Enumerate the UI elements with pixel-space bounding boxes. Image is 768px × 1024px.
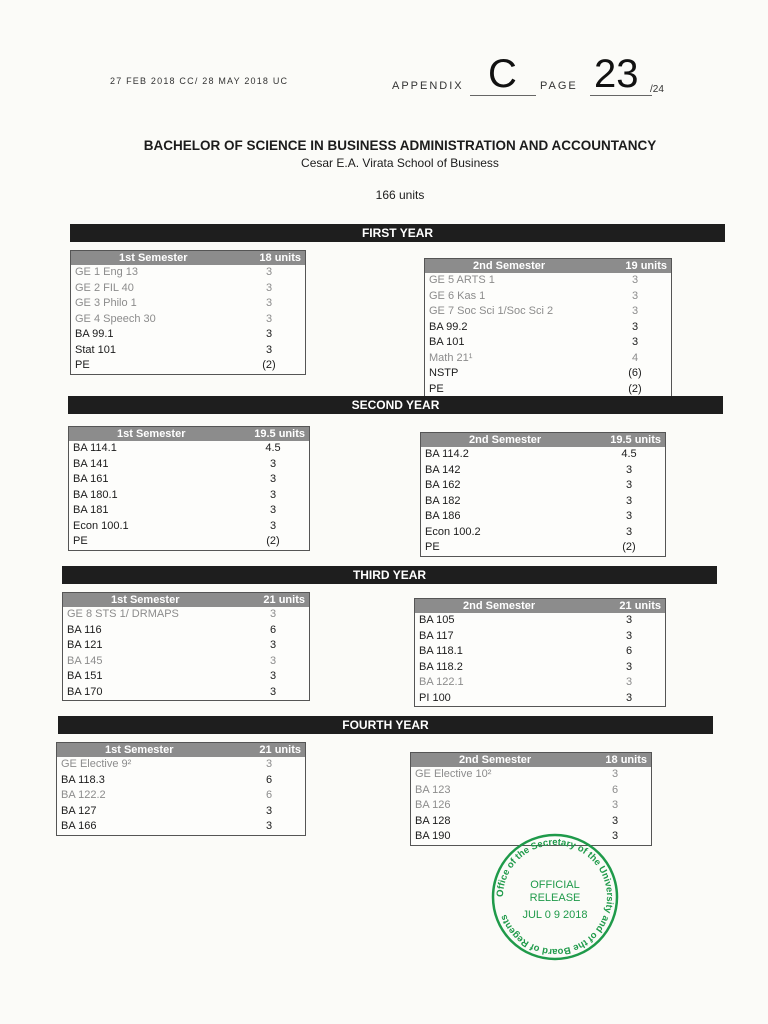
course-row (421, 540, 665, 556)
semester-table-y3-s1 (62, 592, 310, 701)
course-units: 3 (625, 463, 633, 476)
course-code: BA 118.3 (61, 773, 105, 786)
semester-units: 19.5 units (610, 434, 661, 446)
course-row (69, 472, 309, 488)
course-units: 3 (265, 328, 273, 340)
course-units: 3 (265, 281, 273, 294)
course-units: 3 (269, 639, 277, 651)
course-code: GE 8 STS 1/ DRMAPS (67, 608, 179, 620)
course-units: 4.5 (265, 442, 281, 454)
course-row (71, 343, 305, 359)
semester-table-y1-s1 (70, 250, 306, 375)
year-bar-third: THIRD YEAR (62, 566, 717, 584)
course-row (425, 335, 671, 351)
course-row (425, 304, 671, 320)
page-number: 23 (594, 52, 639, 96)
course-row (69, 534, 309, 550)
course-row (57, 757, 305, 773)
course-units: (2) (622, 541, 636, 553)
course-code: BA 151 (67, 670, 103, 682)
course-units: 3 (631, 289, 639, 302)
course-row (421, 494, 665, 510)
course-row (425, 351, 671, 367)
semester-label: 2nd Semester (469, 434, 542, 446)
course-units: 3 (269, 473, 277, 485)
course-units: 3 (265, 343, 273, 356)
course-row (415, 644, 665, 660)
course-row (411, 767, 651, 783)
course-code: BA 99.2 (429, 320, 468, 333)
course-code: BA 117 (419, 629, 454, 642)
course-row (63, 623, 309, 639)
course-units: 3 (269, 457, 277, 470)
course-units: (2) (266, 535, 280, 547)
course-row (69, 519, 309, 535)
course-row (415, 629, 665, 645)
course-units: 3 (269, 670, 277, 682)
year-bar-fourth: FOURTH YEAR (58, 716, 713, 734)
semester-label: 2nd Semester (473, 260, 546, 272)
appendix-label: APPENDIX (392, 80, 464, 92)
course-row (421, 447, 665, 463)
semester-units: 21 units (619, 600, 661, 612)
school-name: Cesar E.A. Virata School of Business (301, 156, 499, 170)
course-units: 3 (625, 614, 633, 626)
course-units: 3 (269, 685, 277, 698)
course-units: 3 (625, 494, 633, 507)
semester-table-y4-s1 (56, 742, 306, 836)
course-row (421, 525, 665, 541)
course-row (71, 281, 305, 297)
course-code: BA 116 (67, 623, 102, 636)
course-units: 3 (625, 525, 633, 538)
course-code: Econ 100.2 (425, 525, 481, 538)
stamp-ring-text: Office of the Secretary of the University and of the Board of Regents (494, 836, 616, 958)
course-row (421, 478, 665, 494)
course-code: GE 2 FIL 40 (75, 281, 134, 294)
course-units: 3 (625, 676, 633, 688)
course-code: GE 3 Philo 1 (75, 297, 137, 309)
course-units: 3 (631, 336, 639, 348)
semester-units: 21 units (263, 594, 305, 606)
approval-date: 27 FEB 2018 CC/ 28 MAY 2018 UC (110, 76, 289, 86)
course-units: 6 (611, 783, 619, 796)
course-row (71, 312, 305, 328)
semester-units: 18 units (605, 754, 647, 766)
semester-label: 1st Semester (117, 428, 186, 440)
course-units: 3 (269, 654, 277, 667)
course-row (71, 358, 305, 374)
year-bar-second: SECOND YEAR (68, 396, 723, 414)
course-code: BA 118.1 (419, 645, 463, 657)
course-code: BA 170 (67, 685, 103, 698)
course-row (63, 607, 309, 623)
course-code: NSTP (429, 367, 459, 379)
semester-units: 21 units (259, 744, 301, 756)
course-row (71, 265, 305, 281)
course-row (421, 463, 665, 479)
course-row (69, 503, 309, 519)
course-units: 3 (611, 830, 619, 842)
course-code: BA 122.2 (61, 789, 106, 801)
course-code: GE 1 Eng 13 (75, 266, 138, 278)
course-units: 3 (631, 305, 639, 317)
page-label: PAGE (540, 80, 578, 92)
course-code: GE 6 Kas 1 (429, 289, 486, 302)
course-units: 6 (625, 645, 633, 657)
course-code: GE Elective 10² (415, 768, 492, 780)
course-code: BA 145 (67, 654, 103, 667)
course-row (71, 327, 305, 343)
semester-units: 19.5 units (254, 428, 305, 440)
course-row (425, 320, 671, 336)
course-code: BA 122.1 (419, 676, 464, 688)
course-units: 3 (625, 510, 633, 522)
course-units: 3 (265, 820, 273, 832)
course-units: 3 (269, 488, 277, 501)
course-units: 3 (265, 758, 273, 770)
course-row (425, 273, 671, 289)
page-total: /24 (650, 84, 664, 95)
course-code: BA 101 (429, 336, 465, 348)
program-title: BACHELOR OF SCIENCE IN BUSINESS ADMINISTRATION AND ACCOUNTANCY (143, 138, 657, 153)
course-row (415, 613, 665, 629)
course-code: BA 190 (415, 830, 451, 842)
course-units: 3 (265, 297, 273, 309)
course-units: 3 (611, 799, 619, 811)
course-units: 3 (269, 608, 277, 620)
course-code: BA 99.1 (75, 328, 114, 340)
course-units: 3 (269, 519, 277, 532)
stamp-line2: RELEASE (529, 892, 581, 904)
course-row (57, 788, 305, 804)
course-row (415, 691, 665, 707)
course-code: PI 100 (419, 691, 451, 704)
course-row (411, 783, 651, 799)
course-code: BA 182 (425, 494, 461, 507)
course-units: 3 (625, 660, 633, 673)
course-code: BA 105 (419, 614, 455, 626)
course-code: BA 141 (73, 457, 109, 470)
semester-table-y2-s1 (68, 426, 310, 551)
course-row (71, 296, 305, 312)
course-row (425, 382, 671, 398)
course-code: PE (429, 382, 444, 395)
course-row (425, 289, 671, 305)
course-row (425, 366, 671, 382)
course-units: (6) (628, 367, 642, 379)
course-code: BA 123 (415, 783, 451, 796)
semester-table-y2-s2 (420, 432, 666, 557)
course-row (69, 488, 309, 504)
course-units: (2) (628, 382, 642, 395)
course-units: 6 (265, 789, 273, 801)
course-code: PE (425, 541, 440, 553)
course-row (69, 441, 309, 457)
semester-label: 1st Semester (111, 594, 180, 606)
course-row (63, 638, 309, 654)
course-code: GE Elective 9² (61, 758, 132, 770)
semester-table-y1-s2 (424, 258, 672, 398)
course-code: Math 21¹ (429, 351, 473, 364)
course-code: BA 121 (67, 639, 103, 651)
course-units: 3 (625, 691, 633, 704)
course-row (63, 654, 309, 670)
year-bar-first: FIRST YEAR (70, 224, 725, 242)
stamp-line1: OFFICIAL (530, 879, 580, 891)
course-code: Stat 101 (75, 343, 116, 356)
semester-label: 1st Semester (105, 744, 174, 756)
course-units: 3 (265, 804, 273, 817)
course-code: Econ 100.1 (73, 519, 129, 532)
course-code: BA 126 (415, 799, 451, 811)
course-units: 3 (631, 320, 639, 333)
course-code: BA 114.2 (425, 448, 469, 460)
course-code: BA 162 (425, 479, 461, 491)
course-code: BA 128 (415, 814, 451, 827)
course-code: BA 186 (425, 510, 461, 522)
course-code: BA 118.2 (419, 660, 463, 673)
course-code: BA 127 (61, 804, 97, 817)
course-row (63, 685, 309, 701)
course-units: 3 (265, 266, 273, 278)
course-units: (2) (262, 359, 276, 371)
course-row (411, 814, 651, 830)
course-units: 6 (265, 773, 273, 786)
semester-table-y3-s2 (414, 598, 666, 707)
course-units: 3 (631, 274, 639, 286)
semester-units: 18 units (259, 252, 301, 264)
course-units: 3 (625, 629, 633, 642)
semester-units: 19 units (625, 260, 667, 272)
course-units: 4 (631, 351, 639, 364)
course-units: 3 (625, 479, 633, 491)
course-units: 6 (269, 623, 277, 636)
course-units: 3 (269, 504, 277, 516)
official-release-stamp-icon (490, 832, 620, 962)
course-code: GE 5 ARTS 1 (429, 274, 495, 286)
total-units: 166 units (375, 188, 425, 202)
appendix-letter: C (488, 52, 517, 96)
course-code: BA 114.1 (73, 442, 117, 454)
course-row (415, 675, 665, 691)
course-code: GE 4 Speech 30 (75, 312, 156, 325)
course-code: PE (75, 359, 90, 371)
course-row (63, 669, 309, 685)
stamp-date: JUL 0 9 2018 (522, 909, 588, 921)
course-row (57, 819, 305, 835)
course-row (411, 798, 651, 814)
course-code: BA 142 (425, 463, 461, 476)
course-row (69, 457, 309, 473)
course-units: 4.5 (621, 448, 637, 460)
course-units: 3 (265, 312, 273, 325)
course-row (57, 773, 305, 789)
course-code: PE (73, 535, 88, 547)
semester-label: 1st Semester (119, 252, 188, 264)
course-row (57, 804, 305, 820)
course-code: BA 181 (73, 504, 109, 516)
course-code: GE 7 Soc Sci 1/Soc Sci 2 (429, 305, 554, 317)
course-code: BA 161 (73, 473, 109, 485)
course-code: BA 180.1 (73, 488, 118, 501)
semester-label: 2nd Semester (463, 600, 536, 612)
course-row (421, 509, 665, 525)
course-row (415, 660, 665, 676)
course-units: 3 (611, 814, 619, 827)
semester-label: 2nd Semester (459, 754, 532, 766)
course-code: BA 166 (61, 820, 97, 832)
course-units: 3 (611, 768, 619, 780)
